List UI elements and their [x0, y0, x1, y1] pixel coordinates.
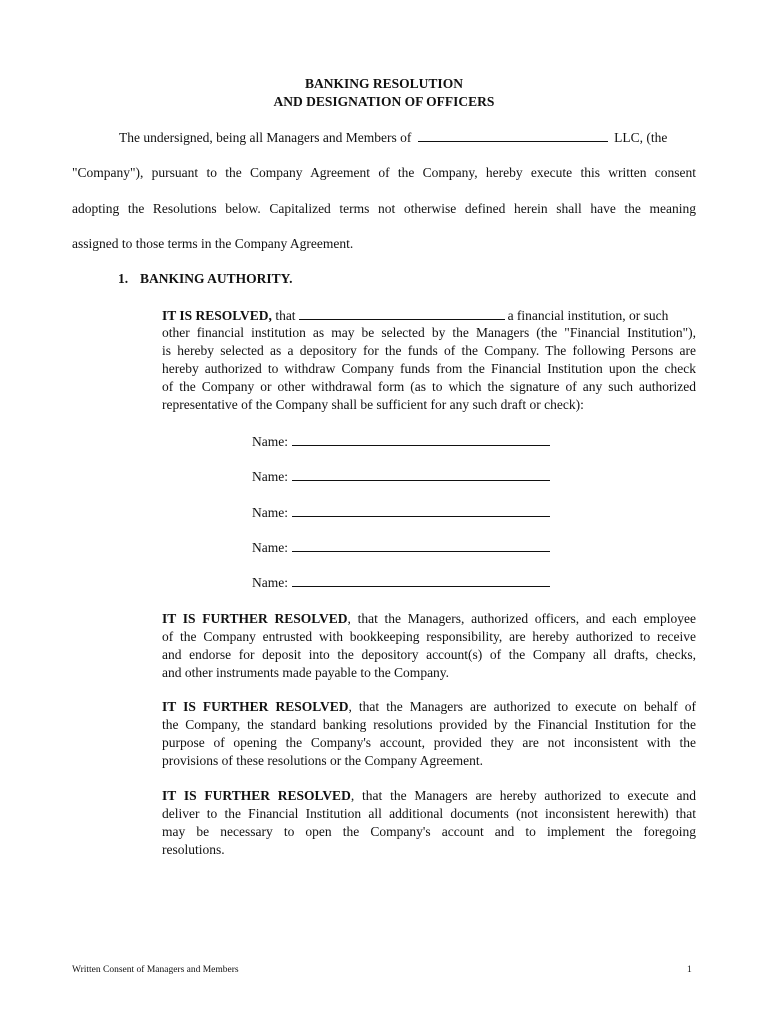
resolution3-line2: the Company, the standard banking resolutions provided by the Financial Institution for the — [162, 717, 696, 732]
resolution1-line1 — [162, 306, 696, 324]
name-field-row — [252, 573, 550, 592]
resolution1-line6: representative of the Company shall be sufficient for any such draft or check): — [162, 397, 584, 412]
resolution1-line4: hereby authorized to withdraw Company funds from the Financial Institution upon the check — [162, 361, 696, 376]
resolution3-lead: IT IS FURTHER RESOLVED — [162, 699, 349, 714]
resolution3-line3: purpose of opening the Company's account, provided they are not inconsistent with the — [162, 735, 696, 750]
document-title-line1: BANKING RESOLUTION — [305, 76, 463, 91]
name-signature-line[interactable] — [292, 573, 550, 587]
name-signature-line[interactable] — [292, 503, 550, 517]
resolution1-line5: of the Company or other withdrawal form (as to which the signature of any such authorized — [162, 379, 696, 394]
resolution4-line1-rest: , that the Managers are hereby authorized to execute and — [350, 788, 697, 803]
resolution-paragraph-3 — [162, 698, 696, 770]
name-label: Name: — [252, 540, 288, 555]
resolution2-lead: IT IS FURTHER RESOLVED — [162, 611, 348, 626]
resolution3-line1 — [162, 698, 696, 716]
resolution1-line2: other financial institution as may be selected by the Managers (the "Financial Institution"), — [162, 325, 696, 340]
name-field-row — [252, 503, 550, 522]
name-signature-line[interactable] — [292, 467, 550, 481]
document-title-line2: AND DESIGNATION OF OFFICERS — [273, 94, 495, 109]
resolution4-line2: deliver to the Financial Institution all additional documents (not inconsistent herewith) that — [162, 806, 696, 821]
page-number: 1 — [687, 965, 692, 975]
resolution-paragraph-1 — [162, 306, 696, 414]
financial-institution-blank[interactable] — [299, 306, 505, 320]
resolution1-lead: IT IS RESOLVED, — [162, 308, 272, 323]
resolution1-text-before-blank: that — [275, 308, 296, 323]
name-field-row — [252, 467, 550, 486]
name-field-row — [252, 432, 550, 451]
name-label: Name: — [252, 469, 288, 484]
section-title: BANKING AUTHORITY. — [140, 271, 293, 286]
resolution1-line3: is hereby selected as a depository for the funds of the Company. The following Persons are — [162, 343, 696, 358]
intro-text-after-blank: LLC, (the — [614, 130, 668, 145]
resolution-paragraph-2 — [162, 610, 696, 682]
resolution4-line4: resolutions. — [162, 842, 225, 857]
resolution4-line1 — [162, 787, 696, 805]
footer-title: Written Consent of Managers and Members — [72, 965, 239, 975]
name-signature-line[interactable] — [292, 538, 550, 552]
intro-line3: adopting the Resolutions below. Capitalized terms not otherwise defined herein shall have the meaning — [72, 201, 696, 216]
resolution4-lead: IT IS FURTHER RESOLVED — [162, 788, 351, 803]
resolution3-line1-rest: , that the Managers are authorized to execute on behalf of — [348, 699, 696, 714]
resolution-paragraph-4 — [162, 787, 696, 859]
resolution2-line1-rest: , that the Managers, authorized officers, and each employee — [347, 611, 696, 626]
resolution2-line1 — [162, 610, 696, 628]
name-field-row — [252, 538, 550, 557]
intro-line2: "Company"), pursuant to the Company Agreement of the Company, hereby execute this written consent — [72, 165, 696, 180]
section-heading-banking-authority — [118, 270, 293, 288]
name-signature-line[interactable] — [292, 432, 550, 446]
resolution2-line3: and endorse for deposit into the depository account(s) of the Company all drafts, checks, — [162, 647, 696, 662]
resolution2-line4: and other instruments made payable to the Company. — [162, 665, 450, 680]
resolution4-line3: may be necessary to open the Company's account and to implement the foregoing — [162, 824, 696, 839]
resolution3-line4: provisions of these resolutions or the Company Agreement. — [162, 753, 483, 768]
name-label: Name: — [252, 505, 288, 520]
company-name-blank[interactable] — [418, 128, 608, 142]
name-label: Name: — [252, 434, 288, 449]
intro-line1 — [72, 128, 696, 147]
intro-text-before-blank: The undersigned, being all Managers and Members of — [119, 130, 412, 145]
name-label: Name: — [252, 575, 288, 590]
intro-line4: assigned to those terms in the Company Agreement. — [72, 236, 354, 251]
resolution1-text-after-blank: a financial institution, or such — [507, 308, 669, 323]
resolution2-line2: of the Company entrusted with bookkeeping responsibility, are hereby authorized to receive — [162, 629, 696, 644]
section-number: 1. — [118, 271, 129, 286]
